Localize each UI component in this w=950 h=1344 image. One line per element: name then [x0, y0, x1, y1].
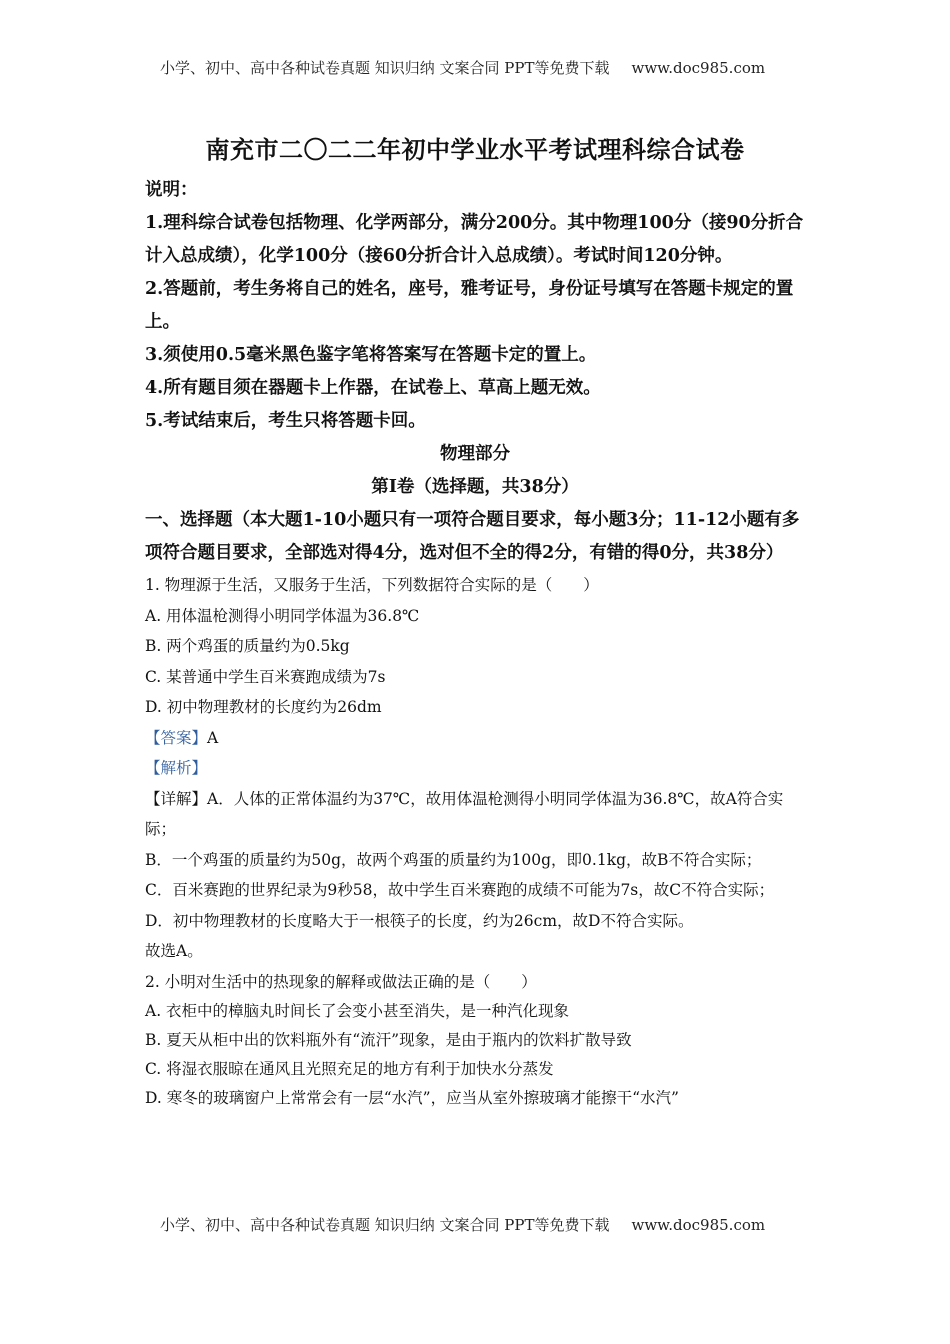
part-heading: 物理部分 — [440, 444, 510, 464]
analysis-line — [145, 753, 805, 784]
instruction-item: 5.考试结束后，考生只将答题卡回。 — [145, 411, 426, 431]
header-text: 小学、初中、高中各种试卷真题 知识归纳 文案合同 PPT等免费下载 — [160, 59, 610, 77]
question-1-option: B. 两个鸡蛋的质量约为0.5kg — [145, 637, 350, 655]
question-2-option: C. 将湿衣服晾在通风且光照充足的地方有利于加快水分蒸发 — [145, 1060, 554, 1078]
instructions-heading: 说明： — [145, 180, 198, 200]
header-url[interactable]: www.doc985.com — [631, 59, 766, 77]
question-1-option: A. 用体温枪测得小明同学体温为36.8℃ — [145, 606, 420, 625]
question-2-option: D. 寒冬的玻璃窗户上常常会有一层“水汽”，应当从室外擦玻璃才能擦干“水汽” — [145, 1089, 679, 1107]
detail-line: C．百米赛跑的世界纪录为9秒58，故中学生百米赛跑的成绩不可能为7s，故C不符合实际； — [145, 881, 775, 899]
instruction-item: 3.须使用0.5毫米黑色鉴字笔将答案写在答题卡定的置上。 — [145, 345, 597, 365]
question-1-option: C. 某普通中学生百米赛跑成绩为7s — [145, 667, 386, 686]
page-footer — [160, 1214, 820, 1235]
footer-url[interactable]: www.doc985.com — [631, 1216, 766, 1234]
instruction-item: 2.答题前，考生务将自己的姓名，座号，雅考证号，身份证号填写在答题卡规定的置上。 — [145, 279, 794, 332]
exam-title: 南充市二〇二二年初中学业水平考试理科综合试卷 — [205, 135, 745, 164]
volume-heading: 第Ⅰ卷（选择题，共38分） — [371, 477, 579, 497]
answer-tag: 【答案】 — [145, 728, 208, 747]
question-2-option: A. 衣柜中的樟脑丸时间长了会变小甚至消失，是一种汽化现象 — [145, 1002, 570, 1020]
instruction-item: 4.所有题目须在器题卡上作器，在试卷上、草高上题无效。 — [145, 378, 601, 398]
document-body — [145, 174, 805, 1113]
question-2-stem: 2. 小明对生活中的热现象的解释或做法正确的是（ ） — [145, 972, 537, 991]
detail-line: 故选A。 — [145, 942, 203, 960]
footer-text: 小学、初中、高中各种试卷真题 知识归纳 文案合同 PPT等免费下载 — [160, 1216, 610, 1234]
question-1-stem: 1. 物理源于生活，又服务于生活，下列数据符合实际的是（ ） — [145, 576, 599, 594]
detail-line: B．一个鸡蛋的质量约为50g，故两个鸡蛋的质量约为100g，即0.1kg，故B不符合实际； — [145, 850, 762, 869]
section-description: 一、选择题（本大题1-10小题只有一项符合题目要求，每小题3分；11-12小题有多项符合题目要求，全部选对得4分，选对但不全的得2分，有错的得0分，共38分） — [145, 510, 800, 563]
answer-value: A — [207, 728, 219, 747]
analysis-tag: 【解析】 — [145, 759, 208, 777]
page-header — [160, 57, 820, 78]
question-1-option: D. 初中物理教材的长度约为26dm — [145, 698, 382, 716]
detail-line: D．初中物理教材的长度略大于一根筷子的长度，约为26cm，故D不符合实际。 — [145, 911, 694, 930]
question-2-option: B. 夏天从柜中出的饮料瓶外有“流汗”现象，是由于瓶内的饮料扩散导致 — [145, 1031, 632, 1049]
instruction-item: 1.理科综合试卷包括物理、化学两部分，满分200分。其中物理100分（接90分折合计入总成绩），化学100分（接60分折合计入总成绩）。考试时间120分钟。 — [145, 213, 804, 266]
detail-line: 【详解】A．人体的正常体温约为37℃，故用体温枪测得小明同学体温为36.8℃，故A符合实际； — [145, 789, 784, 838]
answer-line — [145, 723, 805, 754]
